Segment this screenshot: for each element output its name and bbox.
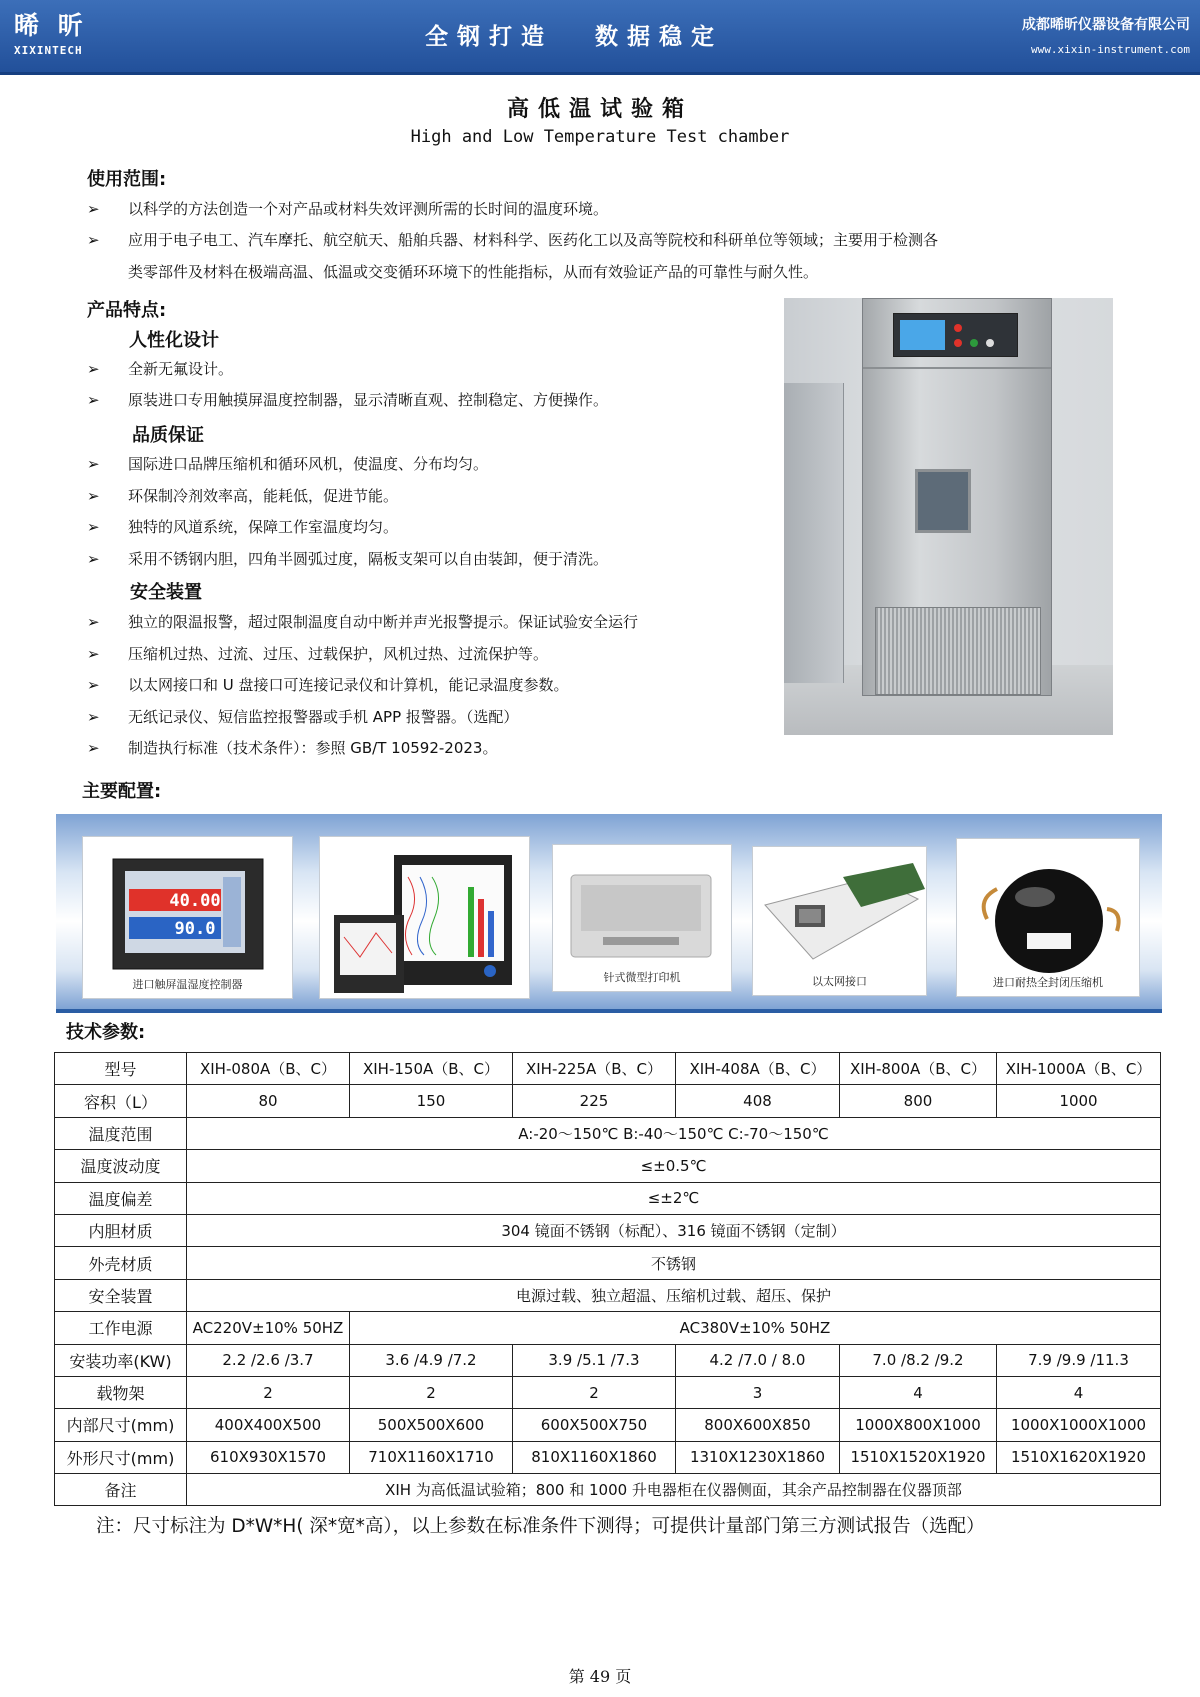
row-label: 外壳材质 xyxy=(55,1247,187,1279)
table-row xyxy=(55,1053,1161,1085)
row-label: 内部尺寸(mm) xyxy=(55,1409,187,1441)
test-chamber-cabinet xyxy=(862,298,1052,696)
table-cell: 7.0 /8.2 /9.2 xyxy=(840,1344,997,1376)
bullet-arrow-icon: ➢ xyxy=(87,550,100,568)
company-name: 成都晞昕仪器设备有限公司 xyxy=(1022,17,1190,33)
list-item-text: 无纸记录仪、短信监控报警器或手机 APP 报警器。（选配） xyxy=(128,708,519,726)
bullet-arrow-icon: ➢ xyxy=(87,676,100,694)
config-item-controller xyxy=(82,836,293,999)
table-cell: 400X400X500 xyxy=(187,1409,350,1441)
list-item-text: 国际进口品牌压缩机和循环风机，使温度、分布均匀。 xyxy=(128,455,489,473)
list-item-text: 独特的风道系统，保障工作室温度均匀。 xyxy=(128,518,399,536)
table-cell: A:-20～150℃ B:-40～150℃ C:-70～150℃ xyxy=(187,1117,1161,1149)
ventilation-grille xyxy=(875,607,1041,695)
slogan xyxy=(425,18,765,51)
list-item-text: 全新无氟设计。 xyxy=(128,360,234,378)
table-cell: 4.2 /7.0 / 8.0 xyxy=(676,1344,840,1376)
table-cell: ≤±2℃ xyxy=(187,1182,1161,1214)
brand-name-en: XIXINTECH xyxy=(14,44,83,57)
list-item-text: 应用于电子电工、汽车摩托、航空航天、船舶兵器、材料科学、医药化工以及高等院校和科研单位等领域；主要用于检测各 xyxy=(128,231,939,249)
observation-window xyxy=(915,469,971,533)
list-item-text: 环保制冷剂效率高，能耗低，促进节能。 xyxy=(128,487,399,505)
table-cell: 2 xyxy=(350,1376,513,1408)
table-cell: XIH 为高低温试验箱；800 和 1000 升电器柜在仪器侧面，其余产品控制器在仪器顶部 xyxy=(187,1474,1161,1506)
product-photo xyxy=(784,298,1113,735)
config-item-printer xyxy=(552,844,732,992)
table-cell: 3 xyxy=(676,1376,840,1408)
table-cell: 不锈钢 xyxy=(187,1247,1161,1279)
list-item-text: 以科学的方法创造一个对产品或材料失效评测所需的长时间的温度环境。 xyxy=(128,200,609,218)
features-heading: 产品特点: xyxy=(87,300,167,321)
list-item-text: 原装进口专用触摸屏温度控制器，显示清晰直观、控制稳定、方便操作。 xyxy=(128,391,609,409)
table-cell: 1310X1230X1860 xyxy=(676,1441,840,1473)
table-cell: 408 xyxy=(676,1085,840,1117)
bullet-arrow-icon: ➢ xyxy=(87,518,100,536)
bullet-arrow-icon: ➢ xyxy=(87,391,100,409)
list-item-text: 以太网接口和 U 盘接口可连接记录仪和计算机，能记录温度参数。 xyxy=(128,676,569,694)
table-cell: 1510X1620X1920 xyxy=(997,1441,1161,1473)
scope-heading: 使用范围: xyxy=(87,169,167,190)
row-label: 温度范围 xyxy=(55,1117,187,1149)
table-cell: XIH-408A（B、C） xyxy=(676,1053,840,1085)
list-item-text: 独立的限温报警，超过限制温度自动中断并声光报警提示。保证试验安全运行 xyxy=(128,613,639,631)
config-caption: 进口触屏温湿度控制器 xyxy=(132,978,243,991)
touch-screen xyxy=(900,320,945,350)
page-number: 第 49 页 xyxy=(568,1667,632,1686)
bullet-arrow-icon: ➢ xyxy=(87,613,100,631)
table-cell: ≤±0.5℃ xyxy=(187,1150,1161,1182)
table-cell: 4 xyxy=(997,1376,1161,1408)
list-item-text: 压缩机过热、过流、过压、过载保护，风机过热、过流保护等。 xyxy=(128,645,549,663)
indicator-light-icon xyxy=(954,339,962,347)
table-cell: XIH-150A（B、C） xyxy=(350,1053,513,1085)
table-cell: AC380V±10% 50HZ xyxy=(350,1312,1161,1344)
row-label: 型号 xyxy=(55,1053,187,1085)
background-cabinet xyxy=(784,383,844,683)
table-row xyxy=(55,1279,1161,1311)
table-cell: 225 xyxy=(513,1085,676,1117)
table-cell: 2 xyxy=(187,1376,350,1408)
table-row xyxy=(55,1409,1161,1441)
control-panel xyxy=(893,313,1018,357)
bullet-arrow-icon: ➢ xyxy=(87,231,100,249)
table-cell: 1510X1520X1920 xyxy=(840,1441,997,1473)
list-item-text: 制造执行标准（技术条件）：参照 GB/T 10592-2023。 xyxy=(128,739,498,757)
config-item-ethernet xyxy=(752,846,927,996)
config-item-recorder xyxy=(319,836,530,999)
controller-readout: 90.0 xyxy=(174,919,216,939)
table-row xyxy=(55,1344,1161,1376)
table-cell: 80 xyxy=(187,1085,350,1117)
table-cell: AC220V±10% 50HZ xyxy=(187,1312,350,1344)
row-label: 内胆材质 xyxy=(55,1214,187,1246)
table-cell: XIH-1000A（B、C） xyxy=(997,1053,1161,1085)
bullet-arrow-icon: ➢ xyxy=(87,200,100,218)
list-item-continuation: 类零部件及材料在极端高温、低温或交变循环环境下的性能指标，从而有效验证产品的可靠性与耐久性。 xyxy=(128,263,819,281)
table-cell: 7.9 /9.9 /11.3 xyxy=(997,1344,1161,1376)
website-link[interactable]: www.xixin-instrument.com xyxy=(1031,43,1190,56)
control-section xyxy=(863,299,1051,369)
table-cell: XIH-800A（B、C） xyxy=(840,1053,997,1085)
table-cell: 600X500X750 xyxy=(513,1409,676,1441)
paperless-recorder-icon xyxy=(320,837,530,999)
feature-group-title: 品质保证 xyxy=(132,425,204,446)
table-cell: 2.2 /2.6 /3.7 xyxy=(187,1344,350,1376)
config-caption: 进口耐热全封闭压缩机 xyxy=(993,976,1103,989)
footnote: 注：尺寸标注为 D*W*H( 深*宽*高），以上参数在标准条件下测得；可提供计量部门第三方测试报告（选配） xyxy=(96,1516,985,1537)
slogan-part: 数据稳定 xyxy=(595,24,723,50)
table-row xyxy=(55,1441,1161,1473)
bullet-arrow-icon: ➢ xyxy=(87,487,100,505)
row-label: 安全装置 xyxy=(55,1279,187,1311)
table-cell: 1000 xyxy=(997,1085,1161,1117)
page-subtitle: High and Low Temperature Test chamber xyxy=(410,127,790,147)
table-cell: 4 xyxy=(840,1376,997,1408)
table-cell: XIH-225A（B、C） xyxy=(513,1053,676,1085)
row-label: 温度偏差 xyxy=(55,1182,187,1214)
table-row xyxy=(55,1150,1161,1182)
page-title: 高低温试验箱 xyxy=(506,97,693,122)
row-label: 容积（L） xyxy=(55,1085,187,1117)
feature-group-title: 安全装置 xyxy=(130,582,202,603)
list-item-text: 采用不锈钢内胆，四角半圆弧过度，隔板支架可以自由装卸，便于清洗。 xyxy=(128,550,609,568)
table-cell: 710X1160X1710 xyxy=(350,1441,513,1473)
table-row xyxy=(55,1474,1161,1506)
row-label: 安装功率(KW) xyxy=(55,1344,187,1376)
config-caption: 针式微型打印机 xyxy=(603,971,681,984)
table-cell: 2 xyxy=(513,1376,676,1408)
table-cell: 3.6 /4.9 /7.2 xyxy=(350,1344,513,1376)
indicator-light-icon xyxy=(954,324,962,332)
slogan-part: 全钢打造 xyxy=(425,24,553,50)
table-cell: 500X500X600 xyxy=(350,1409,513,1441)
table-cell: 800X600X850 xyxy=(676,1409,840,1441)
spec-table xyxy=(54,1052,1161,1506)
touch-controller-icon xyxy=(83,837,293,999)
page-header xyxy=(0,0,1200,75)
row-label: 外形尺寸(mm) xyxy=(55,1441,187,1473)
table-cell: 1000X1000X1000 xyxy=(997,1409,1161,1441)
table-cell: 3.9 /5.1 /7.3 xyxy=(513,1344,676,1376)
table-row xyxy=(55,1085,1161,1117)
switch-icon xyxy=(986,339,994,347)
bullet-arrow-icon: ➢ xyxy=(87,645,100,663)
table-cell: XIH-080A（B、C） xyxy=(187,1053,350,1085)
controller-readout: 40.00 xyxy=(169,891,221,911)
table-cell: 电源过载、独立超温、压缩机过载、超压、保护 xyxy=(187,1279,1161,1311)
brand-name: 晞 昕 xyxy=(14,11,88,40)
table-cell: 810X1160X1860 xyxy=(513,1441,676,1473)
bullet-arrow-icon: ➢ xyxy=(87,708,100,726)
table-row xyxy=(55,1312,1161,1344)
config-heading: 主要配置: xyxy=(82,781,162,802)
table-cell: 150 xyxy=(350,1085,513,1117)
table-row xyxy=(55,1376,1161,1408)
row-label: 备注 xyxy=(55,1474,187,1506)
bullet-arrow-icon: ➢ xyxy=(87,360,100,378)
config-image-strip xyxy=(56,814,1162,1013)
row-label: 温度波动度 xyxy=(55,1150,187,1182)
table-row xyxy=(55,1182,1161,1214)
config-item-compressor xyxy=(956,838,1140,997)
bullet-arrow-icon: ➢ xyxy=(87,739,100,757)
table-cell: 800 xyxy=(840,1085,997,1117)
row-label: 载物架 xyxy=(55,1376,187,1408)
row-label: 工作电源 xyxy=(55,1312,187,1344)
bullet-arrow-icon: ➢ xyxy=(87,455,100,473)
table-cell: 1000X800X1000 xyxy=(840,1409,997,1441)
table-row xyxy=(55,1247,1161,1279)
config-caption: 以太网接口 xyxy=(812,975,867,988)
feature-group-title: 人性化设计 xyxy=(129,330,219,351)
table-cell: 304 镜面不锈钢（标配）、316 镜面不锈钢（定制） xyxy=(187,1214,1161,1246)
table-row xyxy=(55,1117,1161,1149)
table-cell: 610X930X1570 xyxy=(187,1441,350,1473)
indicator-light-icon xyxy=(970,339,978,347)
table-row xyxy=(55,1214,1161,1246)
specs-heading: 技术参数: xyxy=(66,1022,146,1043)
